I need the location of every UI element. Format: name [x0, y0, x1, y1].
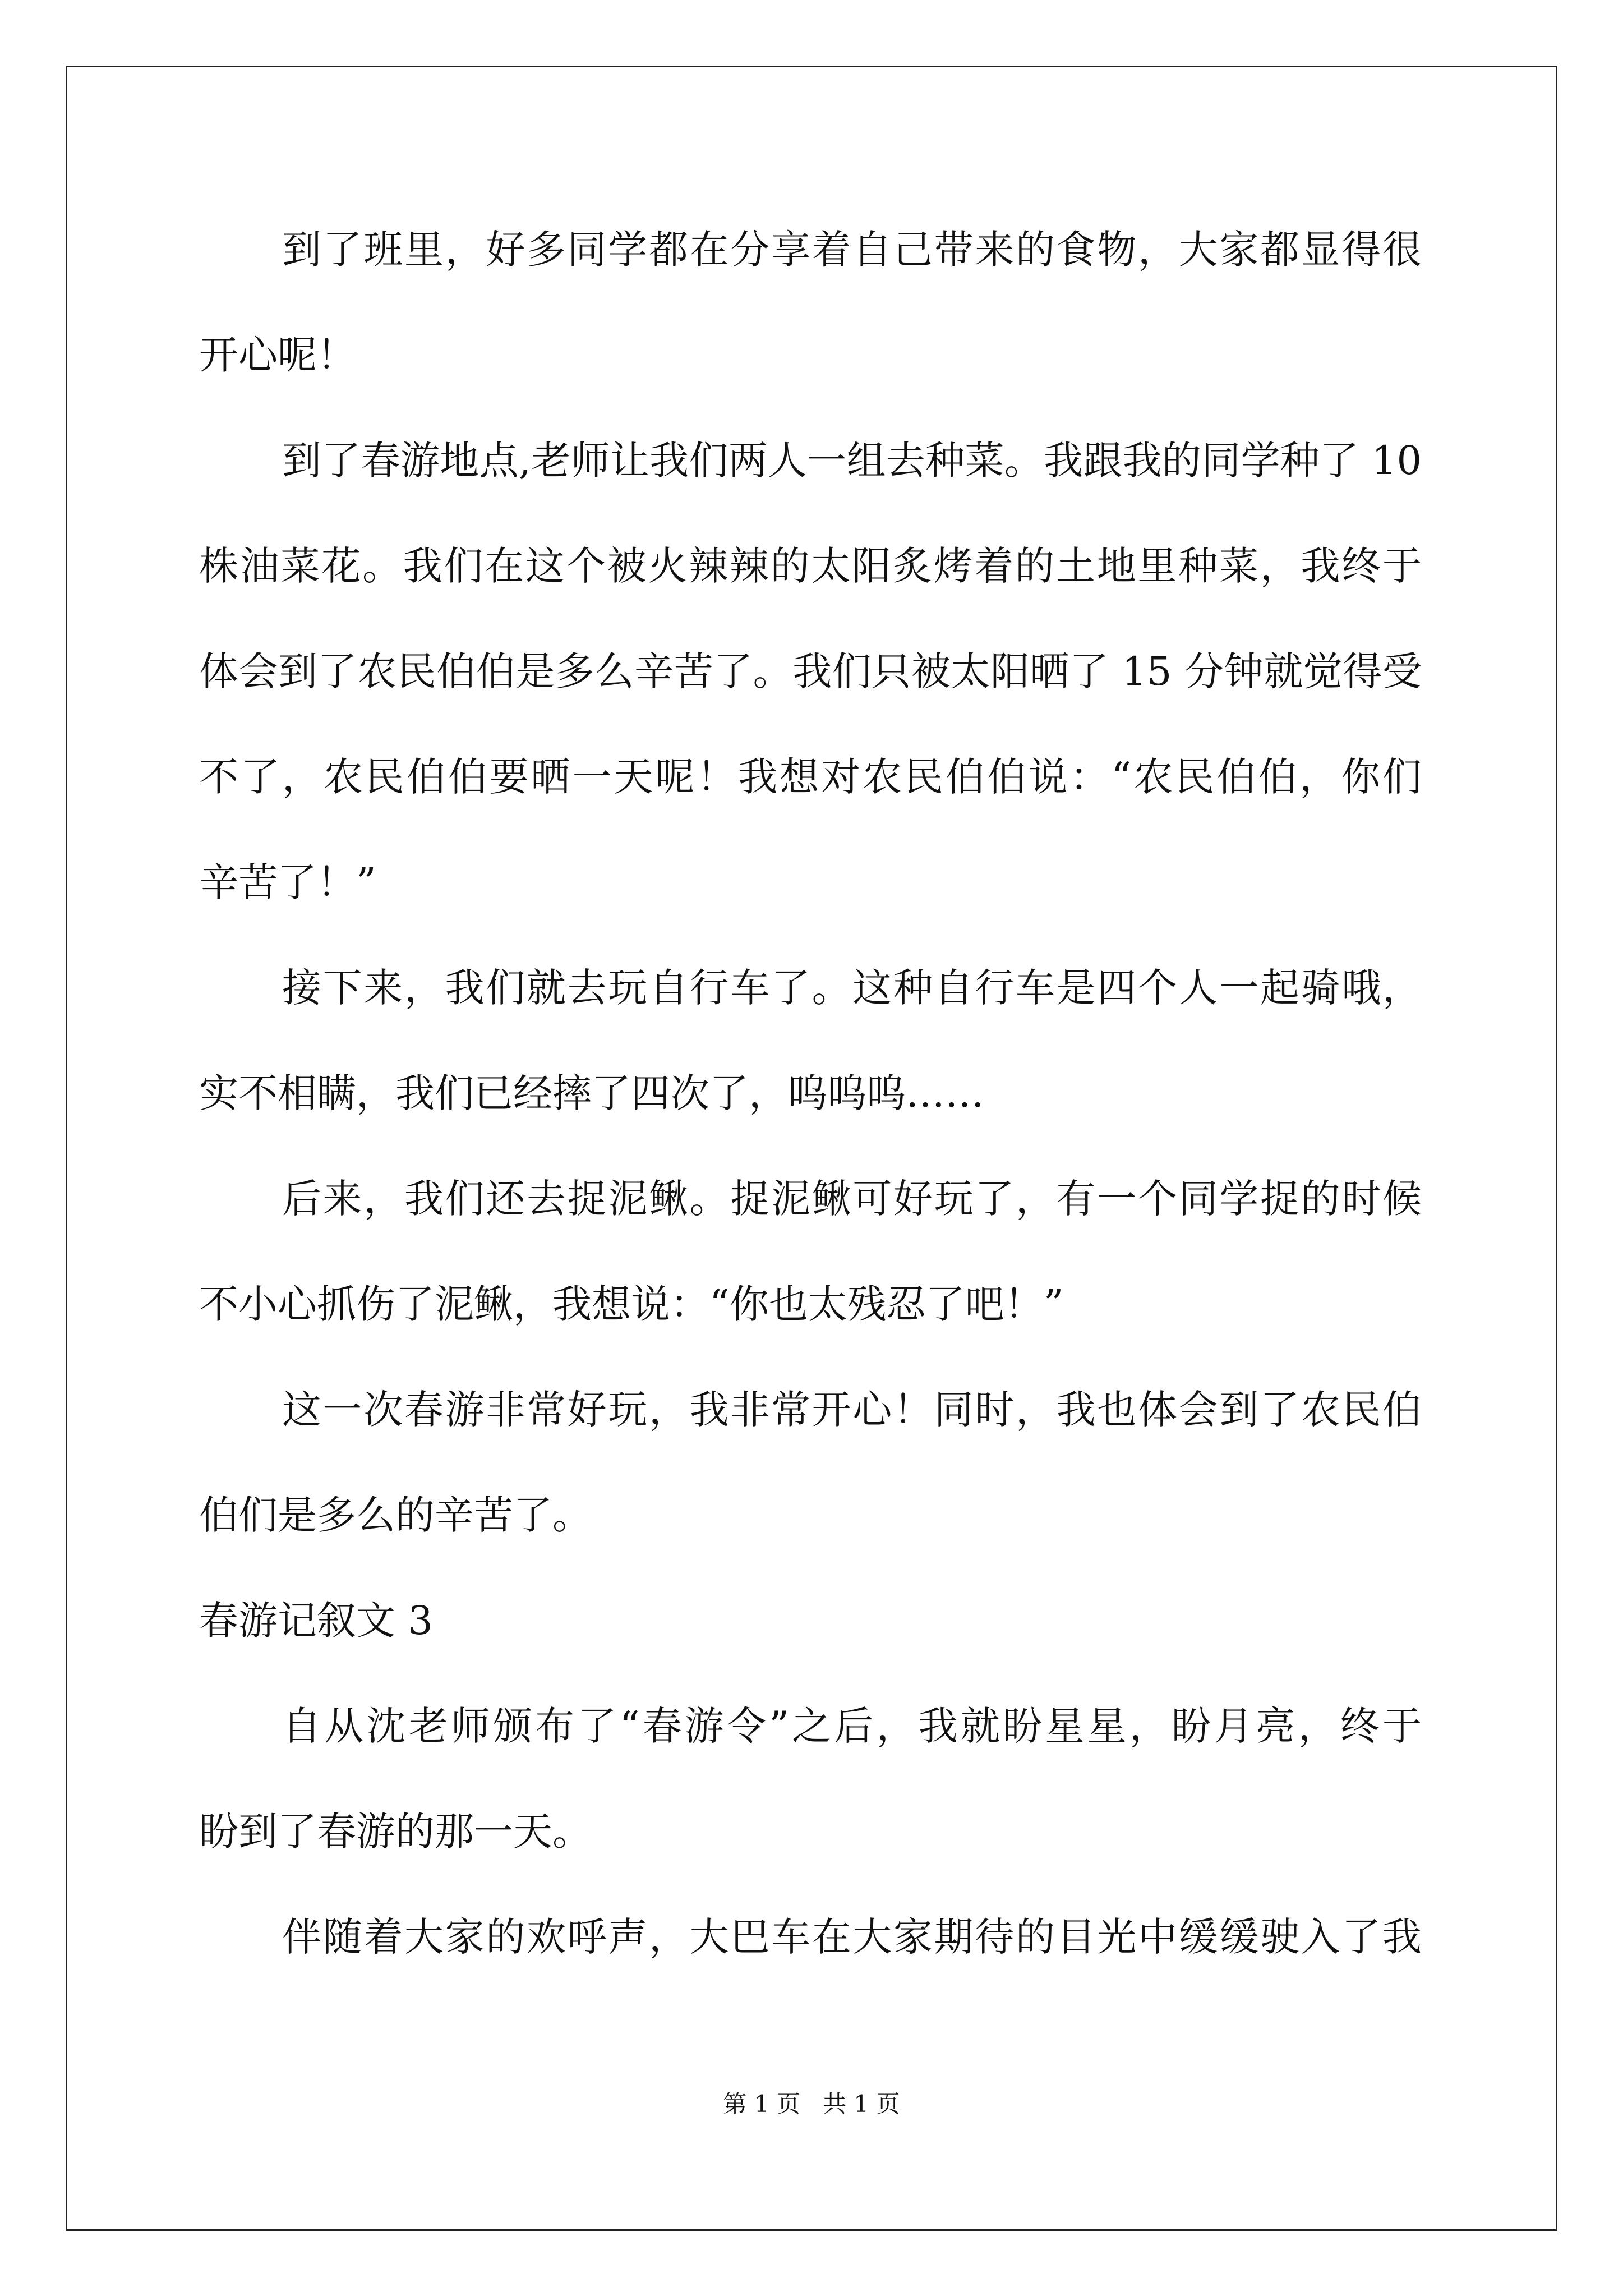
text-line: 到了春游地点,老师让我们两人一组去种菜。我跟我的同学种了 10	[282, 438, 1422, 484]
text-line: 自从沈老师颁布了“春游令”之后，我就盼星星，盼月亮，终于	[282, 1703, 1422, 1749]
text-line: 实不相瞒，我们已经摔了四次了，呜呜呜……	[199, 1070, 984, 1116]
text-line: 辛苦了！”	[199, 859, 376, 905]
text-line: 接下来，我们就去玩自行车了。这种自行车是四个人一起骑哦，	[282, 965, 1422, 1011]
text-line: 后来，我们还去捉泥鳅。捉泥鳅可好玩了，有一个同学捉的时候	[282, 1176, 1422, 1222]
text-line: 不了，农民伯伯要晒一天呢！我想对农民伯伯说：“农民伯伯，你们	[199, 754, 1422, 800]
text-line: 盼到了春游的那一天。	[199, 1809, 592, 1855]
text-line: 体会到了农民伯伯是多么辛苦了。我们只被太阳晒了 15 分钟就觉得受	[199, 648, 1422, 694]
section-heading: 春游记叙文 3	[199, 1598, 433, 1644]
text-line: 到了班里，好多同学都在分享着自己带来的食物，大家都显得很	[282, 227, 1422, 273]
text-line: 这一次春游非常好玩，我非常开心！同时，我也体会到了农民伯	[282, 1387, 1422, 1433]
text-line: 株油菜花。我们在这个被火辣辣的太阳炙烤着的土地里种菜，我终于	[199, 543, 1422, 589]
text-line: 不小心抓伤了泥鳅，我想说：“你也太残忍了吧！”	[199, 1281, 1064, 1327]
page-footer: 第 1 页 共 1 页	[723, 2090, 900, 2118]
text-line: 伯们是多么的辛苦了。	[199, 1492, 592, 1538]
text-line: 开心呢！	[199, 332, 356, 378]
document-body	[199, 210, 1422, 2003]
text-line: 伴随着大家的欢呼声，大巴车在大家期待的目光中缓缓驶入了我	[282, 1914, 1422, 1960]
